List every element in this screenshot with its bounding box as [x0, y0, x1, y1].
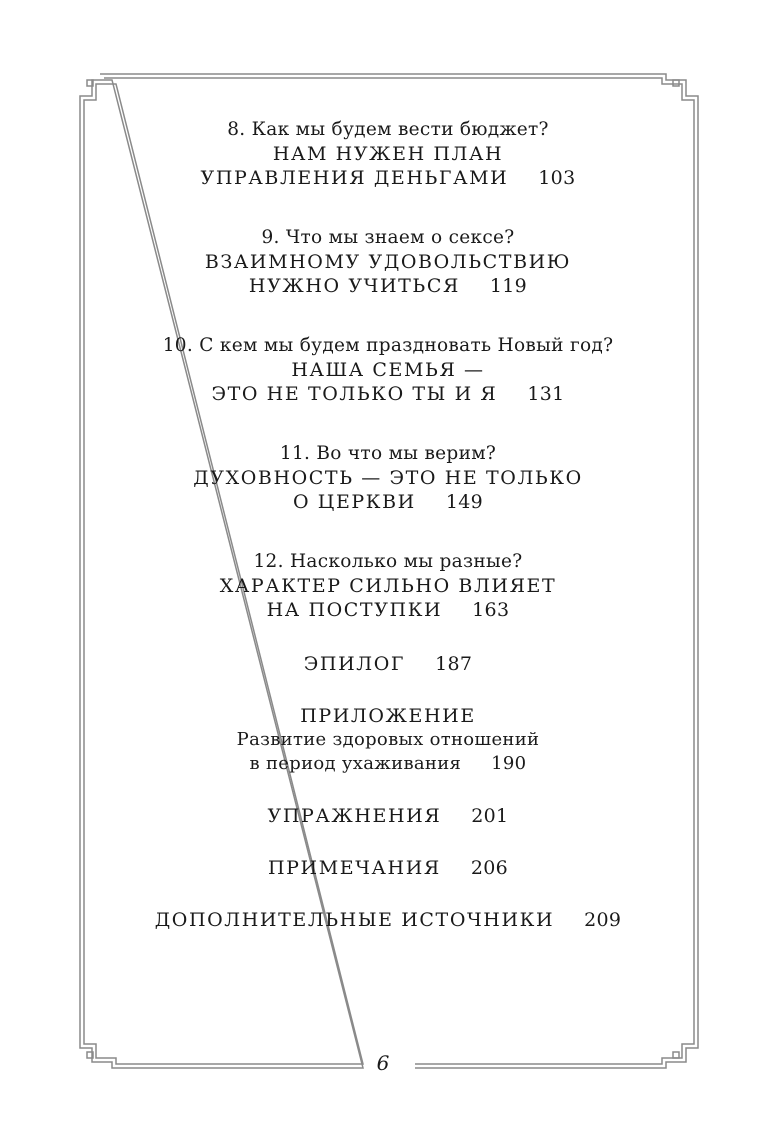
entry-title-line: ХАРАКТЕР СИЛЬНО ВЛИЯЕТ: [219, 575, 557, 597]
toc-entry-sources[interactable]: [100, 908, 676, 932]
toc-entry-notes[interactable]: [100, 856, 676, 880]
entry-title: ЭПИЛОГ: [303, 653, 406, 675]
entry-title-line: НУЖНО УЧИТЬСЯ: [248, 275, 460, 297]
entry-title: ПРИМЕЧАНИЯ: [268, 857, 441, 879]
toc-entry-exercises[interactable]: [100, 804, 676, 828]
toc-entry-epilogue[interactable]: [100, 652, 676, 676]
entry-page-number: 190: [491, 753, 527, 774]
entry-title: ПРИЛОЖЕНИЕ: [300, 705, 476, 727]
entry-title-line: НА ПОСТУПКИ: [266, 599, 443, 621]
entry-question: 11. Во что мы верим?: [279, 443, 497, 464]
table-of-contents: [100, 118, 676, 932]
toc-entry-10[interactable]: [100, 334, 676, 406]
entry-page-number: 149: [445, 491, 484, 513]
entry-title: ДОПОЛНИТЕЛЬНЫЕ ИСТОЧНИКИ: [154, 909, 555, 931]
entry-title-line: ВЗАИМНОМУ УДОВОЛЬСТВИЮ: [204, 251, 572, 273]
entry-question: 10. С кем мы будем праздновать Новый год?: [162, 335, 614, 356]
entry-page-number: 103: [538, 167, 576, 189]
toc-entry-9[interactable]: [100, 226, 676, 298]
entry-title: УПРАЖНЕНИЯ: [267, 805, 442, 827]
entry-question: 9. Что мы знаем о сексе?: [261, 227, 515, 248]
entry-page-number: 131: [527, 383, 565, 405]
page-number: 6: [376, 1051, 390, 1075]
entry-title-line: ЭТО НЕ ТОЛЬКО ТЫ И Я: [211, 383, 498, 405]
entry-page-number: 163: [472, 599, 510, 621]
entry-title-line: ДУХОВНОСТЬ — ЭТО НЕ ТОЛЬКО: [193, 467, 583, 489]
toc-entry-11[interactable]: [100, 442, 676, 514]
entry-subtitle-line: Развитие здоровых отношений: [236, 729, 540, 750]
entry-title-line: НАША СЕМЬЯ —: [291, 359, 485, 381]
entry-page-number: 187: [435, 653, 473, 675]
entry-page-number: 119: [489, 275, 528, 297]
entry-page-number: 206: [470, 857, 508, 879]
toc-entry-appendix[interactable]: [100, 704, 676, 776]
entry-title-line: НАМ НУЖЕН ПЛАН: [272, 143, 504, 165]
entry-title-line: УПРАВЛЕНИЯ ДЕНЬГАМИ: [200, 167, 509, 189]
entry-subtitle-line: в период ухаживания: [249, 753, 462, 774]
toc-entry-8[interactable]: [100, 118, 676, 190]
entry-page-number: 201: [471, 805, 509, 827]
entry-title-line: О ЦЕРКВИ: [292, 491, 416, 513]
entry-page-number: 209: [584, 909, 622, 931]
toc-entry-12[interactable]: [100, 550, 676, 622]
entry-question: 8. Как мы будем вести бюджет?: [227, 119, 549, 140]
entry-question: 12. Насколько мы разные?: [253, 551, 523, 572]
